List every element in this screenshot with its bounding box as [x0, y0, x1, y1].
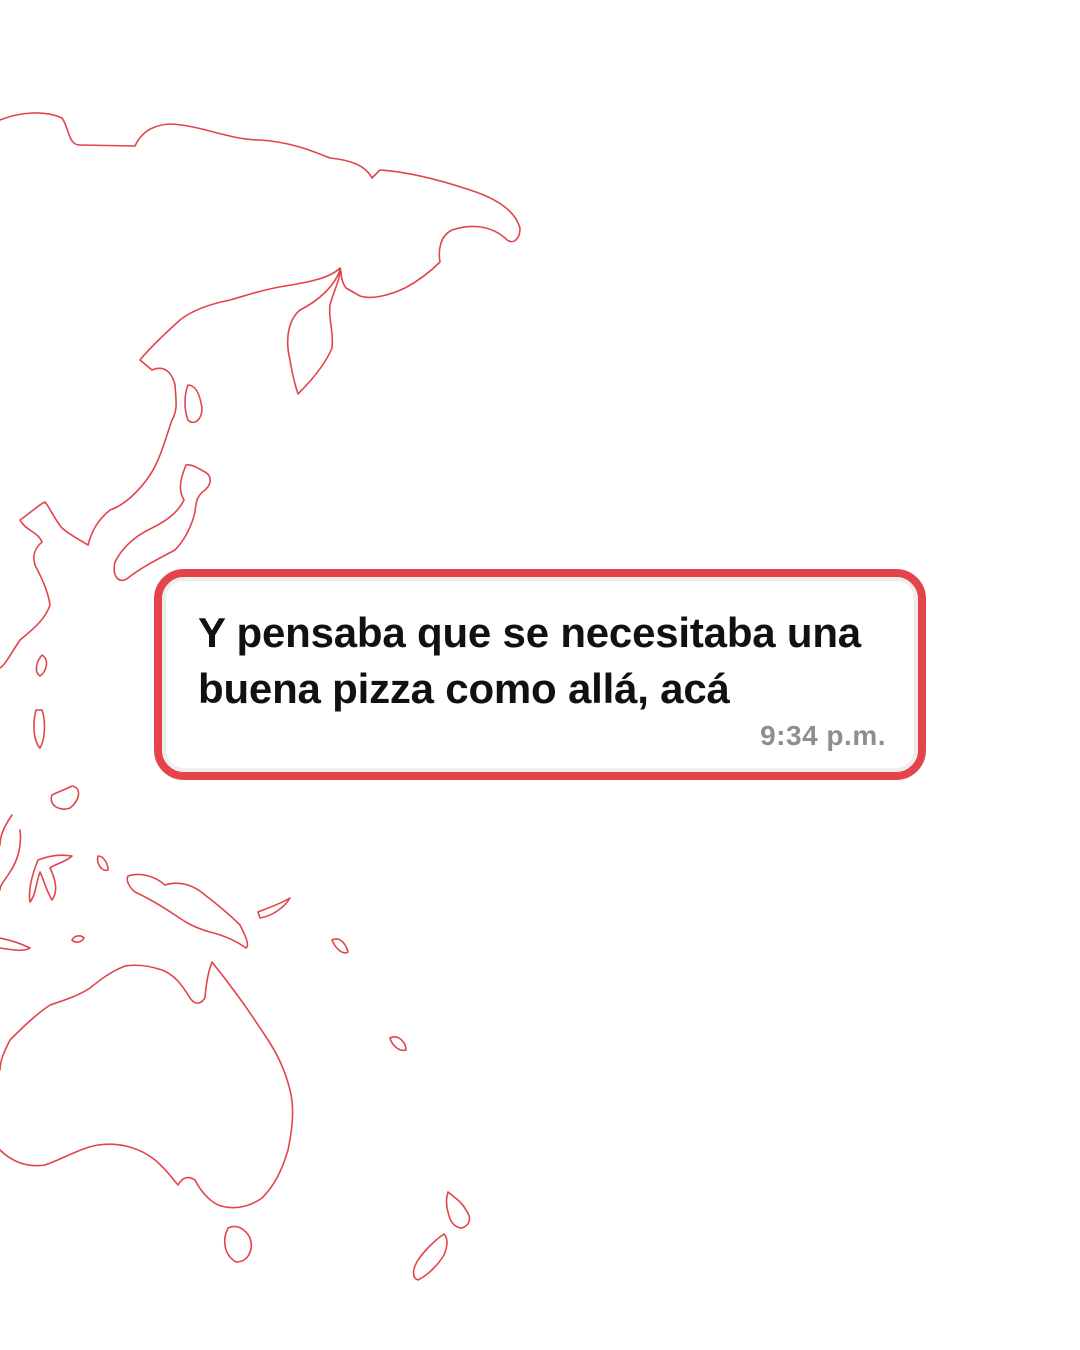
map-new-caledonia [390, 1037, 406, 1050]
message-bubble[interactable] [154, 569, 926, 780]
map-nz-south [414, 1234, 448, 1280]
map-indochina [0, 830, 21, 890]
map-java [0, 938, 30, 950]
map-nz-north [447, 1192, 470, 1228]
map-philippines-1 [34, 710, 45, 748]
message-text: Y pensaba que se necesitaba una buena pizza como allá, acá [198, 609, 861, 712]
map-korea [0, 502, 88, 668]
map-kamchatka [288, 270, 340, 394]
map-siberia [0, 113, 520, 545]
map-philippines-3 [0, 815, 12, 845]
map-australia [0, 962, 293, 1208]
map-philippines-2 [51, 786, 78, 809]
map-indonesia-small-1 [98, 856, 108, 870]
map-taiwan [36, 655, 46, 676]
map-japan [114, 465, 210, 580]
map-new-britain [258, 898, 290, 918]
map-tasmania [225, 1226, 252, 1262]
map-timor [72, 936, 84, 942]
map-new-guinea [127, 874, 247, 948]
map-sakhalin [185, 385, 202, 422]
map-sulawesi [29, 855, 72, 902]
map-solomon [332, 939, 348, 953]
message-timestamp: 9:34 p.m. [760, 720, 886, 751]
